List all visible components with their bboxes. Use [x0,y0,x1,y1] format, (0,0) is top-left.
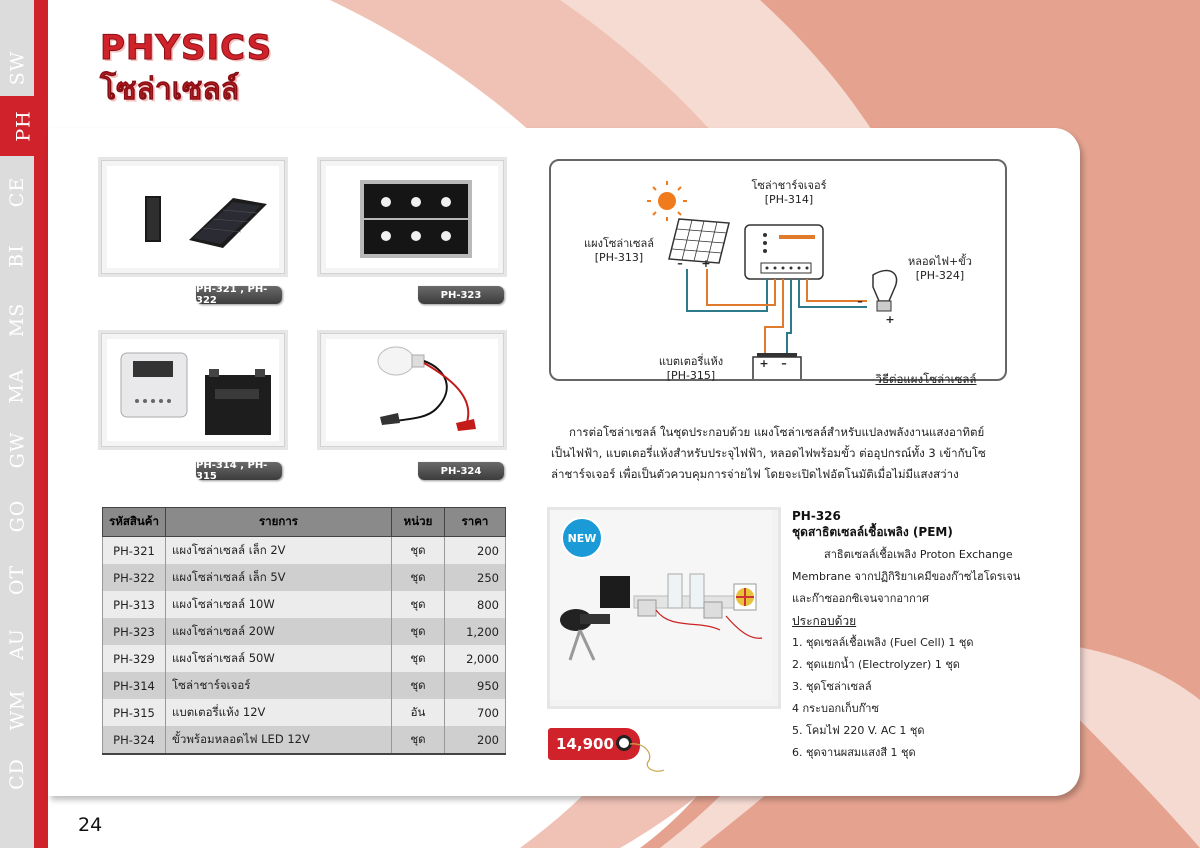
cell-unit: ชุด [392,564,445,591]
fuel-cell-kit-image [550,510,772,700]
tab-au[interactable] [0,614,34,674]
fuel-cell-desc-line: สาธิตเซลล์เชื้อเพลิง Proton Exchange [824,548,1013,561]
tab-cd[interactable] [0,744,34,804]
table-row [103,564,506,591]
cell-unit: ชุด [392,591,445,618]
table-row [103,591,506,618]
includes-label: ประกอบด้วย [792,614,857,628]
tab-ce[interactable] [0,162,34,222]
cell-price: 700 [445,699,506,726]
list-item: 1. ชุดเซลล์เชื้อเพลิง (Fuel Cell) 1 ชุด [792,636,974,649]
cell-unit: ชุด [392,726,445,754]
cell-price: 2,000 [445,645,506,672]
list-item: 6. ชุดจานผสมแสงสี 1 ชุด [792,746,916,759]
fuel-cell-desc-line: Membrane จากปฏิกิริยาเคมีของก๊าซไฮโดรเจน [792,570,1021,583]
tab-gw[interactable] [0,420,34,480]
fuel-cell-code: PH-326 [792,509,841,523]
cell-price: 800 [445,591,506,618]
label-panel: แผงโซล่าเซลล์ [584,237,654,250]
cell-item: ขั้วพร้อมหลอดไฟ LED 12V [166,726,392,754]
tab-label: SW [6,50,29,86]
led-bulb-image [326,339,498,441]
cell-item: แบตเตอรี่แห้ง 12V [166,699,392,726]
tab-label: MA [6,368,28,404]
photo-small-solar-panels [98,157,288,277]
cell-price: 200 [445,726,506,754]
cell-price: 950 [445,672,506,699]
tab-sw[interactable] [0,38,34,98]
wiring-diagram [549,159,1007,386]
photo-charger-battery [98,330,288,450]
cell-item: แผงโซล่าเซลล์ เล็ก 2V [166,537,392,565]
label-battery-code: [PH-315] [666,369,716,382]
label-lamp-code: [PH-324] [915,269,965,282]
cell-item: แผงโซล่าเซลล์ เล็ก 5V [166,564,392,591]
label-panel-code: [PH-313] [594,251,644,264]
photo-label: PH-314 , PH-315 [196,462,282,480]
photo-solar-panel-20w [317,157,507,277]
price-tag: 14,900 [548,728,640,760]
title-th: โซล่าเซลล์ [100,72,240,107]
photo-label: PH-324 [418,462,504,480]
table-row [103,699,506,726]
battery-minus: – [781,357,787,370]
table-row [103,645,506,672]
header-item: รายการ [166,508,392,537]
tab-ot[interactable] [0,550,34,610]
fuel-cell-name: ชุดสาธิตเซลล์เชื้อเพลิง (PEM) [792,525,953,539]
tab-wm[interactable] [0,680,34,740]
new-badge-text: NEW [567,532,597,545]
cell-unit: ชุด [392,645,445,672]
photo-fuel-cell-kit [547,507,781,709]
photo-label: PH-321 , PH-322 [196,286,282,304]
table-row [103,537,506,565]
list-item: 2. ชุดแยกน้ำ (Electrolyzer) 1 ชุด [792,658,960,671]
cell-price: 1,200 [445,618,506,645]
cell-item: แผงโซล่าเซลล์ 10W [166,591,392,618]
panel-minus: – [677,257,683,270]
cell-code: PH-321 [103,537,166,565]
tab-label: GW [6,431,28,469]
cell-code: PH-314 [103,672,166,699]
tab-label: AU [5,628,28,660]
tab-label: CD [6,758,28,790]
table-row [103,726,506,754]
cell-code: PH-323 [103,618,166,645]
tab-ma[interactable] [0,356,34,416]
cell-price: 250 [445,564,506,591]
tab-label: MS [6,302,29,338]
tab-label: BI [6,244,28,268]
list-item: 3. ชุดโซล่าเซลล์ [792,680,872,693]
battery-plus: + [759,357,769,370]
header-code: รหัสสินค้า [103,508,166,537]
charge-controller-icon [745,225,823,279]
photo-label: PH-323 [418,286,504,304]
header-unit: หน่วย [392,508,445,537]
solar-panel-20w-image [326,166,498,268]
list-item: 5. โคมไฟ 220 V. AC 1 ชุด [792,724,925,737]
tab-ph[interactable] [0,96,48,156]
page-number: 24 [78,814,103,836]
label-lamp: หลอดไฟ+ขั้ว [908,255,972,268]
tab-label: OT [6,564,28,596]
tab-ms[interactable] [0,290,34,350]
panel-plus: + [701,257,711,270]
cell-unit: ชุด [392,537,445,565]
label-battery: แบตเตอรี่แห้ง [658,355,724,368]
cell-price: 200 [445,537,506,565]
charger-battery-image [107,339,279,441]
wiring-description: การต่อโซล่าเซลล์ ในชุดประกอบด้วย แผงโซล่าเซลล์สำหรับแปลงพลังงานแสงอาทิตย์เป็นไฟฟ้า, แบตเตอรี่แห้งสำหรับประจุไฟฟ้า, หลอดไฟพร้อมขั้ว ต่ออุปกรณ์ทั้ง 3 เข้ากับโซล่าชาร์จเจอร์ เพื่อเป็นตัวควบคุมการจ่ายไฟ โดยจะเปิดไฟอัตโนมัติเมื่อไม่มีแสงสว่าง [551,425,986,481]
tab-label: WM [6,689,29,731]
price-tag-string-icon [628,740,668,776]
photo-led-bulb [317,330,507,450]
lamp-plus: + [885,313,895,326]
lamp-minus: – [857,295,863,308]
cell-code: PH-322 [103,564,166,591]
price-table [102,507,506,755]
cell-code: PH-324 [103,726,166,754]
fuel-cell-description [792,544,1032,764]
tab-label: GO [5,499,28,533]
list-item: 4 กระบอกเก็บก๊าซ [792,702,879,715]
cell-unit: ชุด [392,672,445,699]
tab-label: CE [5,176,28,208]
fuel-cell-desc-line: และก๊าซออกซิเจนจากอากาศ [792,592,929,605]
label-controller-code: [PH-314] [764,193,814,206]
cell-unit: ชุด [392,618,445,645]
tab-go[interactable] [0,486,34,546]
cell-code: PH-315 [103,699,166,726]
new-badge-icon [562,518,602,558]
cell-code: PH-329 [103,645,166,672]
tab-bi[interactable] [0,226,34,286]
cell-item: โซล่าชาร์จเจอร์ [166,672,392,699]
title-en: PHYSICS [100,28,273,68]
sun-icon [647,181,687,221]
diagram-caption: วิธีต่อแผงโซล่าเซลล์ [875,372,977,386]
cell-unit: อัน [392,699,445,726]
light-bulb-icon [873,271,897,311]
small-solar-panels-image [107,166,279,268]
label-controller: โซล่าชาร์จเจอร์ [751,179,827,192]
cell-item: แผงโซล่าเซลล์ 20W [166,618,392,645]
cell-item: แผงโซล่าเซลล์ 50W [166,645,392,672]
fuel-cell-title [792,508,953,540]
cell-code: PH-313 [103,591,166,618]
table-header [103,508,506,537]
table-row [103,672,506,699]
header-price: ราคา [445,508,506,537]
tab-label: PH [12,110,35,142]
table-row [103,618,506,645]
